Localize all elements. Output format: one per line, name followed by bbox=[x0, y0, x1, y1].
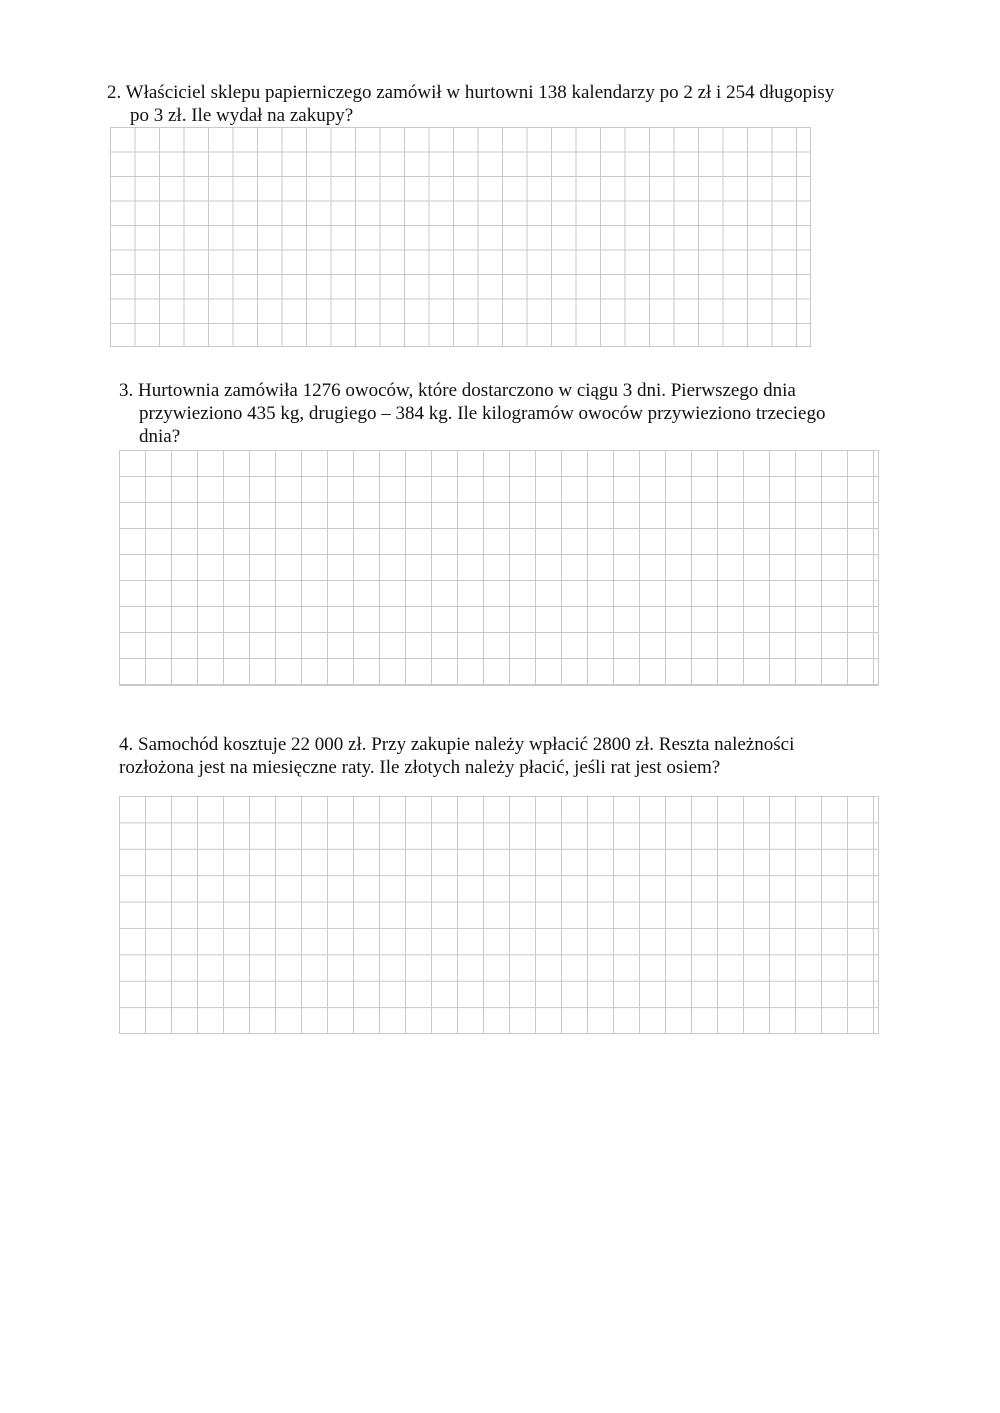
task-3-line-2: przywieziono 435 kg, drugiego – 384 kg. Ile kilogramów owoców przywieziono trzeciego bbox=[139, 403, 826, 424]
task-4-line-1: 4. Samochód kosztuje 22 000 zł. Przy zakupie należy wpłacić 2800 zł. Reszta należności bbox=[119, 734, 795, 755]
task-2-line-2: po 3 zł. Ile wydał na zakupy? bbox=[130, 105, 354, 126]
task-3-answer-grid[interactable] bbox=[119, 450, 879, 686]
task-4-question bbox=[119, 733, 794, 779]
task-2-question bbox=[107, 81, 834, 127]
task-4-answer-grid[interactable] bbox=[119, 796, 879, 1034]
task-3-line-1: 3. Hurtownia zamówiła 1276 owoców, które dostarczono w ciągu 3 dni. Pierwszego dnia bbox=[119, 380, 796, 401]
task-3-question bbox=[119, 379, 825, 448]
task-4-line-2: rozłożona jest na miesięczne raty. Ile złotych należy płacić, jeśli rat jest osiem? bbox=[119, 757, 721, 778]
task-2-answer-grid[interactable] bbox=[110, 127, 811, 347]
task-3-line-3: dnia? bbox=[139, 426, 181, 447]
task-2-line-1: 2. Właściciel sklepu papierniczego zamówił w hurtowni 138 kalendarzy po 2 zł i 254 długopisy bbox=[107, 82, 835, 103]
